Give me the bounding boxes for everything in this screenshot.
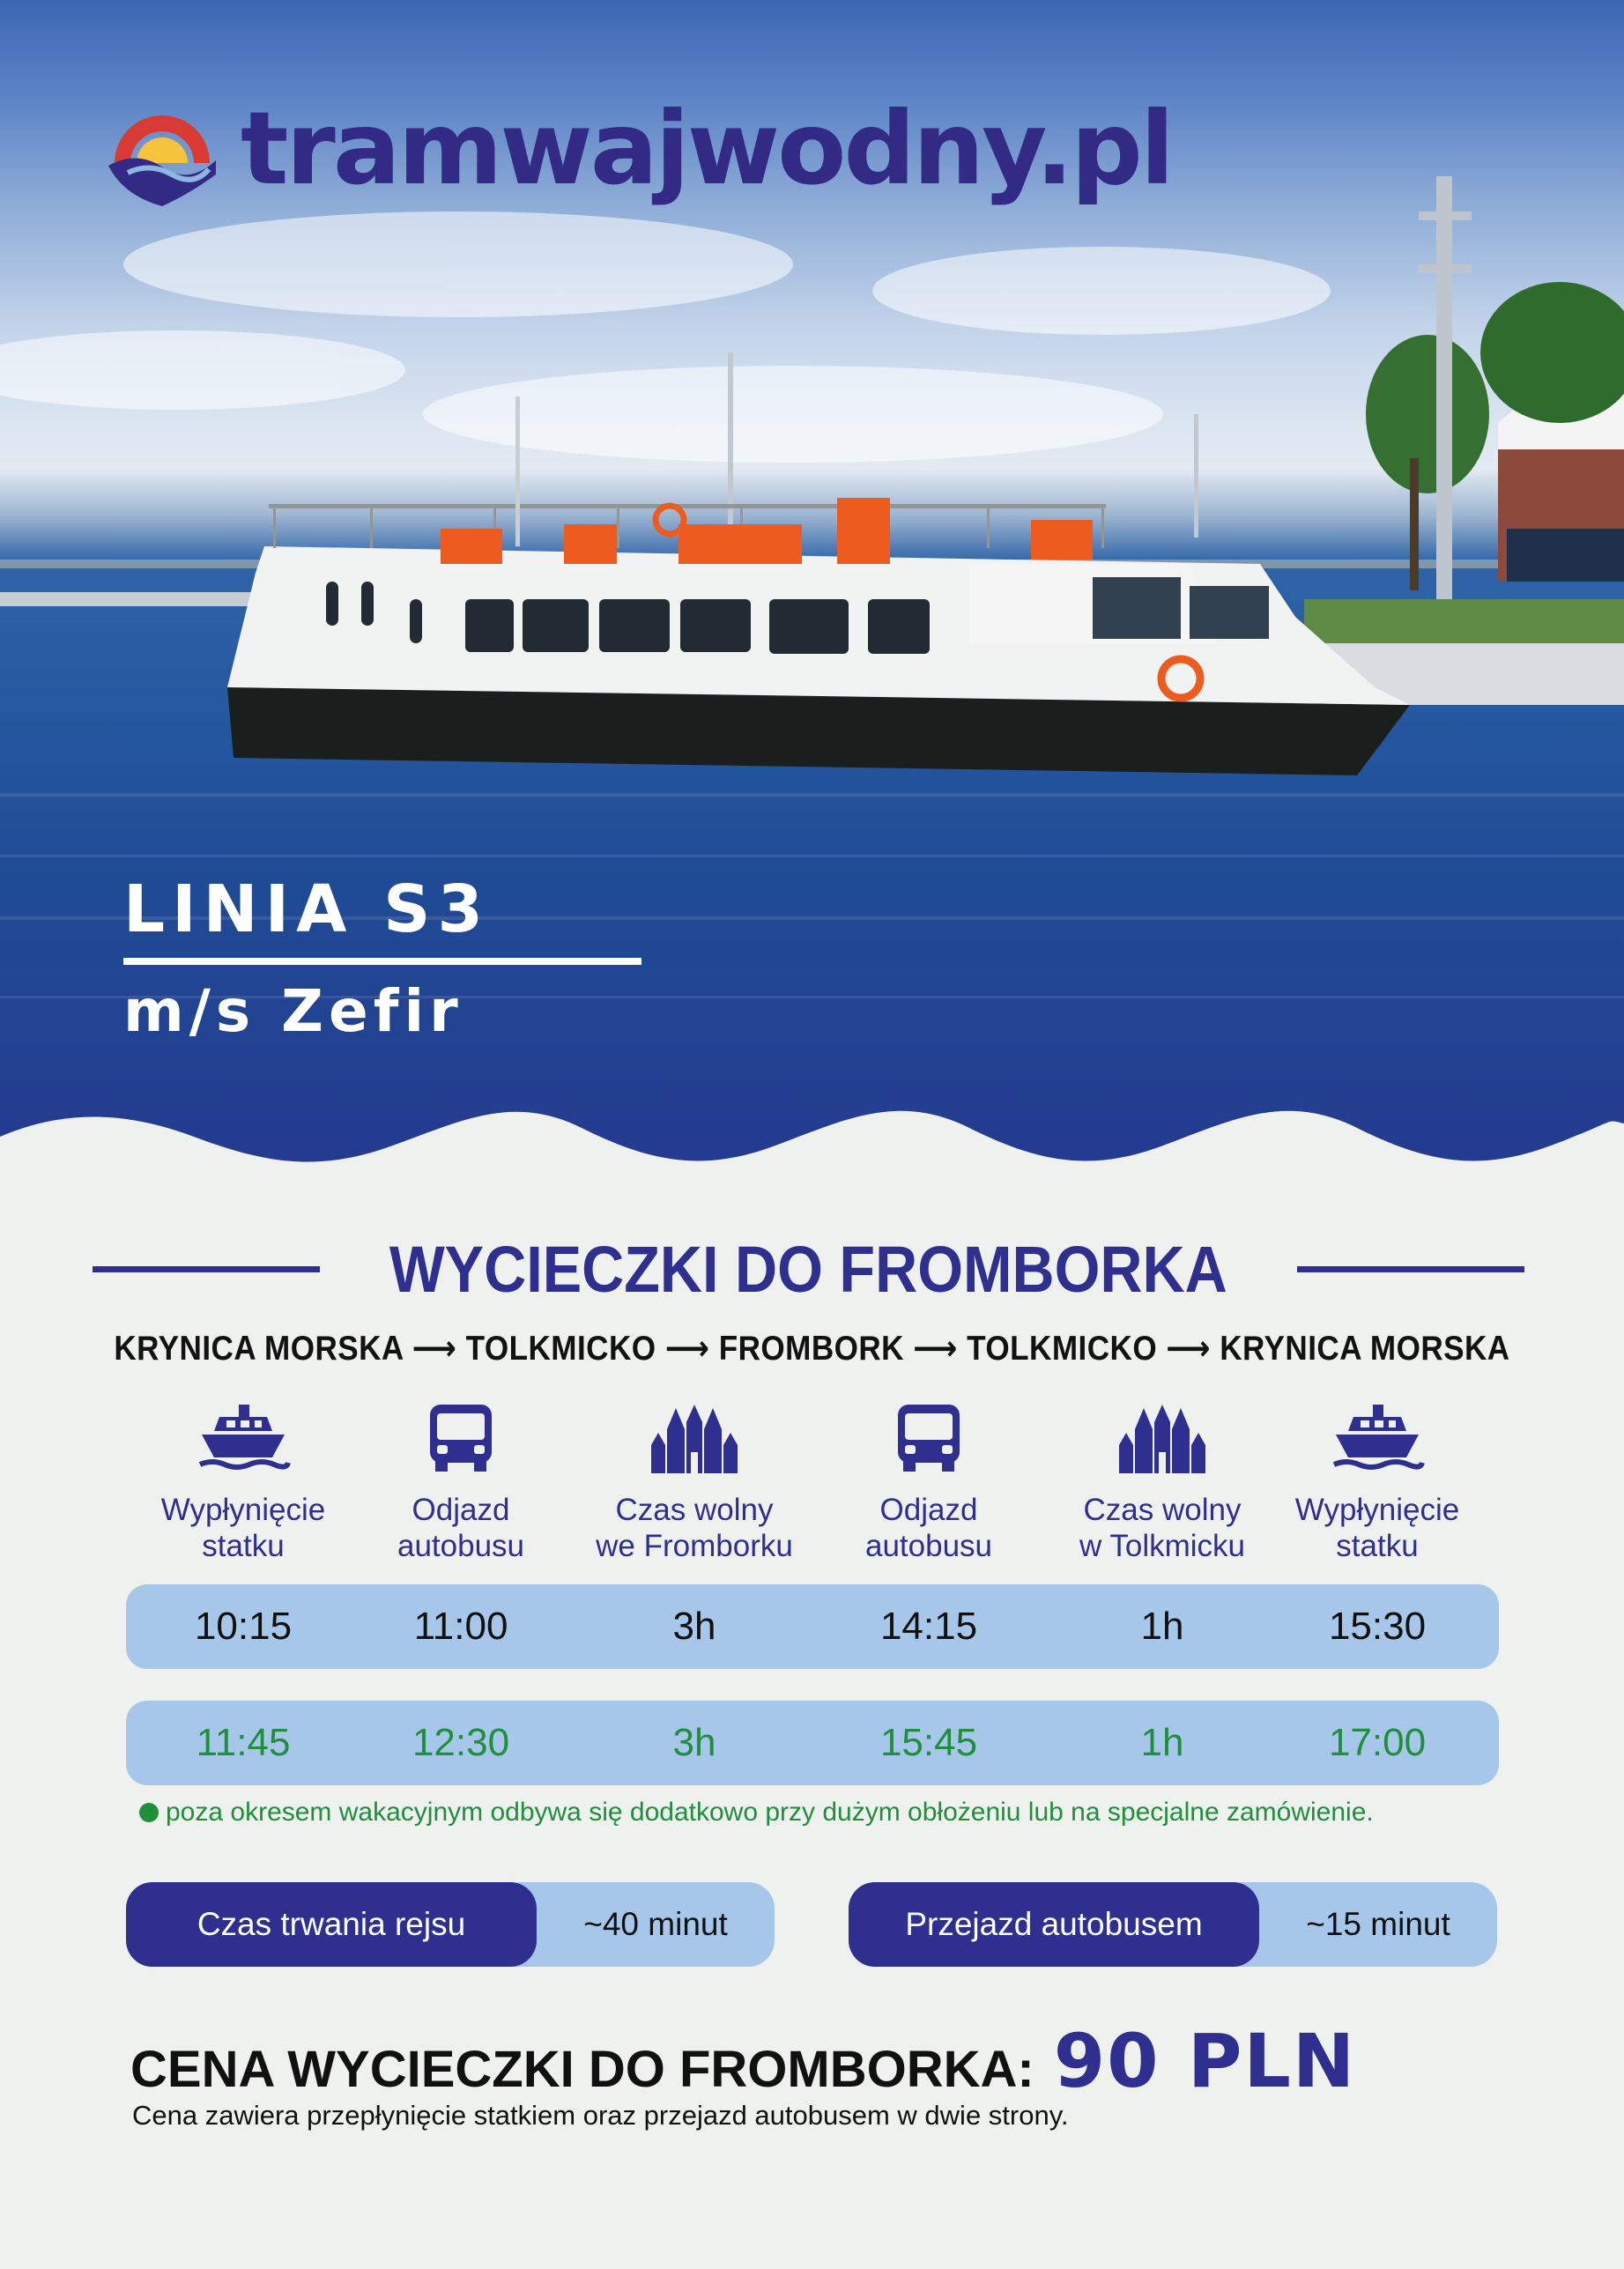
sun-wave-logo-icon — [101, 88, 223, 210]
price-note: Cena zawiera przepłynięcie statkiem oraz przejazd autobusem w dwie strony. — [132, 2100, 1069, 2131]
schedule-cell: 1h — [1140, 1721, 1184, 1764]
schedule-cell: 1h — [1140, 1605, 1184, 1648]
cruise-duration-pill — [126, 1882, 775, 1967]
wave-divider — [0, 1093, 1624, 1190]
step-label: Czas wolny w Tolkmicku — [1079, 1493, 1245, 1563]
schedule-cell: 3h — [672, 1605, 716, 1648]
title-divider — [123, 958, 641, 965]
schedule-cell: 12:30 — [412, 1721, 510, 1764]
heading-rule-right — [1297, 1266, 1524, 1272]
bus-duration-pill — [849, 1882, 1497, 1967]
price-row — [130, 2018, 1356, 2104]
seasonal-note — [139, 1798, 1374, 1828]
schedule-row — [126, 1701, 1499, 1785]
heading-rule-left — [93, 1266, 320, 1272]
duration-label: Przejazd autobusem — [849, 1882, 1259, 1967]
green-dot-icon — [139, 1803, 159, 1822]
ship-icon — [1329, 1403, 1426, 1473]
schedule-cell: 14:15 — [879, 1605, 978, 1648]
schedule-cell: 3h — [672, 1721, 716, 1764]
church-icon — [1114, 1403, 1211, 1473]
church-icon — [646, 1403, 743, 1473]
brand-logo[interactable] — [101, 88, 1172, 210]
step-label: Wypłynięcie statku — [1294, 1493, 1460, 1563]
schedule-cell: 17:00 — [1328, 1721, 1427, 1764]
duration-value: ~40 minut — [583, 1906, 728, 1942]
bus-icon — [880, 1403, 977, 1473]
schedule-cell: 11:00 — [413, 1605, 508, 1648]
bus-icon — [412, 1403, 509, 1473]
schedule-cell: 10:15 — [194, 1605, 293, 1648]
route-line: KRYNICA MORSKA ⟶ TOLKMICKO ⟶ FROMBORK ⟶ TOLKMICKO ⟶ KRYNICA MORSKA — [114, 1330, 1510, 1368]
price-label: CENA WYCIECZKI DO FROMBORKA: — [130, 2041, 1034, 2098]
price-value: 90 PLN — [1053, 2018, 1357, 2104]
duration-value: ~15 minut — [1306, 1906, 1450, 1942]
schedule-row — [126, 1584, 1499, 1669]
step-label: Odjazd autobusu — [864, 1493, 993, 1563]
step-label: Odjazd autobusu — [397, 1493, 525, 1563]
step-label: Czas wolny we Fromborku — [596, 1493, 793, 1563]
schedule-cell: 15:45 — [879, 1721, 978, 1764]
seasonal-note-text: poza okresem wakacyjnym odbywa się dodatkowo przy dużym obłożeniu lub na specjalne zamówienie. — [166, 1798, 1374, 1827]
trip-heading: WYCIECZKI DO FROMBORKA — [389, 1232, 1227, 1306]
schedule-cell: 15:30 — [1328, 1605, 1427, 1648]
vessel-name: m/s Zefir — [123, 977, 463, 1045]
line-title: LINIA S3 — [123, 871, 490, 947]
brand-name: tramwajwodny.pl — [241, 90, 1172, 207]
schedule-cell: 11:45 — [196, 1721, 291, 1764]
section-heading — [93, 1229, 1524, 1309]
step-label: Wypłynięcie statku — [160, 1493, 326, 1563]
ship-icon — [195, 1403, 292, 1473]
duration-label: Czas trwania rejsu — [126, 1882, 537, 1967]
